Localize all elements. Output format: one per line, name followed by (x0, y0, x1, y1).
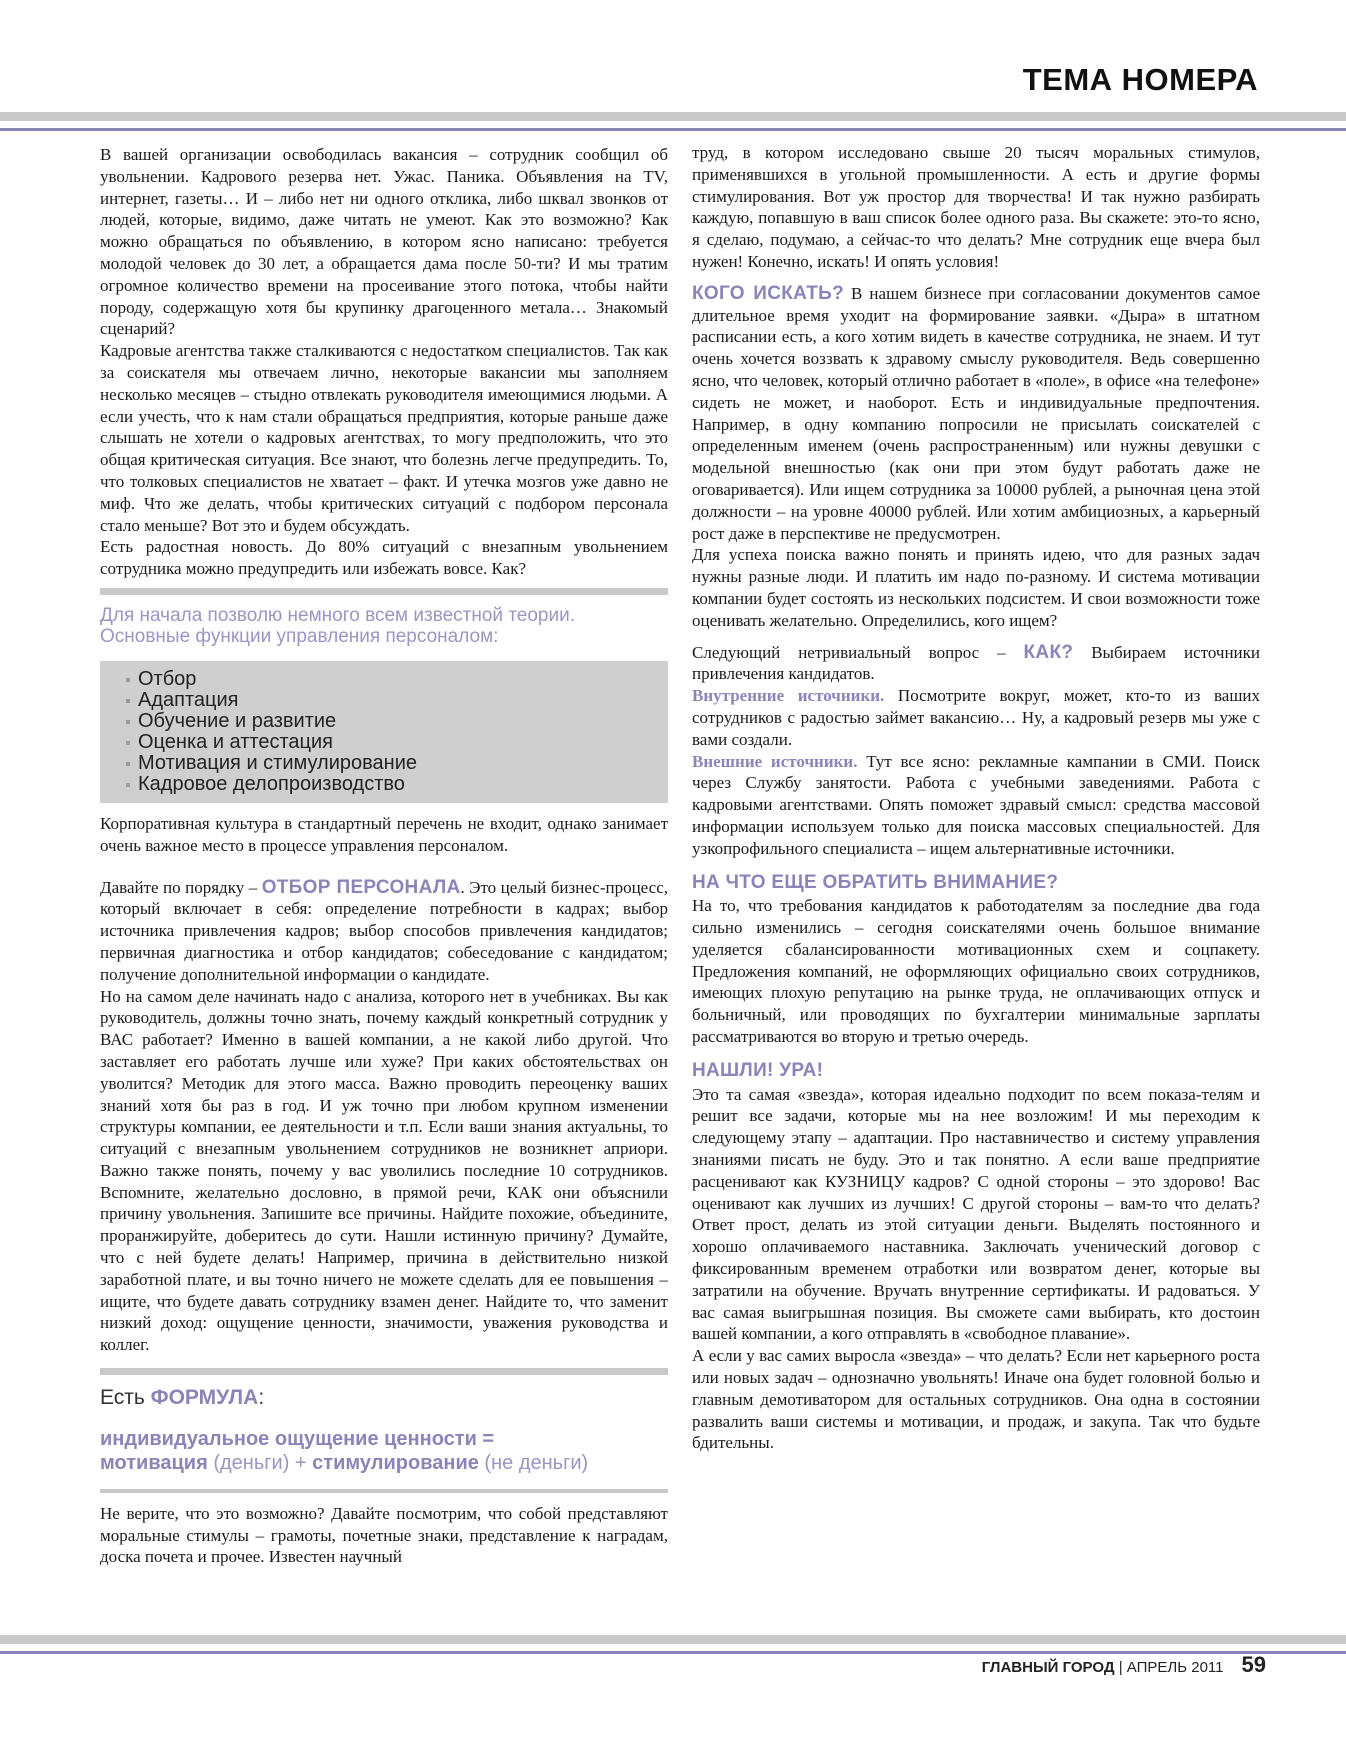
function-item: Обучение и развитие (126, 711, 668, 732)
selection-heading: ОТБОР ПЕРСОНАЛА (261, 876, 461, 898)
functions-list (126, 669, 668, 795)
issue-date: АПРЕЛЬ 2011 (1126, 1659, 1224, 1676)
found-heading: НАШЛИ! УРА! (692, 1059, 824, 1081)
left-column (100, 144, 668, 1568)
formula-line: индивидуальное ощущение ценности = (100, 1427, 495, 1450)
magazine-name: ГЛАВНЫЙ ГОРОД (981, 1659, 1115, 1676)
page-number: 59 (1241, 1652, 1266, 1677)
functions-box (100, 661, 668, 803)
paragraph: Есть радостная новость. До 80% ситуаций с внезапным увольнением сотрудника можно предупредить или избежать вовсе. Как? (100, 537, 668, 579)
paragraph: Следующий нетривиальный вопрос – КАК? Выбираем источники привлечения кандидатов. (692, 641, 1260, 684)
page-footer: ГЛАВНЫЙ ГОРОД | АПРЕЛЬ 2011 59 (981, 1652, 1266, 1677)
function-item: Кадровое делопроизводство (126, 774, 668, 795)
formula-block (100, 1368, 668, 1493)
paragraph: Для успеха поиска важно понять и принять идею, что для разных задач нужны разные люди. И платить им надо по-разному. И система мотивации компании будет состоять из нескольких подсистем. И свои возможности тоже оценивать желательно. Определились, кого ищем? (692, 545, 1260, 630)
top-rule-purple (0, 128, 1346, 131)
paragraph: Но на самом деле начинать надо с анализа, которого нет в учебниках. Вы как руководитель, должны точно знать, почему каждый конкретный сотрудник у ВАС работает? Именно в вашей компании, а не какой либо другой. Что заставляет его работать лучше или хуже? При каких обстоятельствах он уволится? Методик для этого масса. Важно проводить переоценку ваших знаний хотя бы раз в год. И уж точно при любом крупном изменении структуры компании, ее деятельности и т.п. Если ваши знания актуальны, то ситуаций с внезапным увольнением сотрудников не возникнет априори. Важно также понять, почему у вас уволились последние 10 сотрудников. Вспомните, желательно дословно, в прямой речи, КАК они объяснили причину увольнения. Запишите все причины. Найдите похожие, объедините, проранжируйте, доберитесь до сути. Нашли истинную причину? Думайте, что с ней будете делать! Например, причина в действительно низкой заработной плате, и вы точно ничего не можете сделать для ее повышения – ищите, что будете давать сотруднику взамен денег. Найдите то, что заменит низкий доход: ощущение ценности, значимости, уважения руководства и коллег. (100, 986, 668, 1355)
top-rule-gray (0, 112, 1346, 121)
bottom-rule-gray (0, 1635, 1346, 1644)
internal-sources-label: Внутренние источники. (692, 686, 885, 706)
paragraph: А если у вас самих выросла «звезда» – что делать? Если нет карьерного роста или новых задач – однозначно увольнять! Иначе она будет головной болью и главным демотиватором для остальных сотрудников. Она одна в состоянии развалить ваши системы и мотивации, и продаж, и закупа. Так что будьте бдительны. (692, 1346, 1260, 1453)
external-sources-label: Внешние источники. (692, 751, 858, 771)
function-item: Мотивация и стимулирование (126, 753, 668, 774)
function-item: Отбор (126, 669, 668, 690)
paragraph: Давайте по порядку – ОТБОР ПЕРСОНАЛА. Это целый бизнес-процесс, который включает в себя: определение потребности в кадрах; выбор источника привлечения кадров; выбор способов привлечения кандидатов; первичная диагностика и отбор кандидатов; собеседование с кандидатом; получение дополнительной информации о кандидате. (100, 876, 668, 984)
right-column (692, 142, 1260, 1454)
paragraph: Корпоративная культура в стандартный перечень не входит, однако занимает очень важное место в процессе управления персоналом. (100, 813, 668, 855)
who-heading: КОГО ИСКАТЬ? (692, 282, 844, 304)
paragraph: Внутренние источники. Посмотрите вокруг, может, кто-то из ваших сотрудников с радостью займет вакансию… Ну, а кадровый резерв мы уже с вами создали. (692, 686, 1261, 749)
paragraph: Не верите, что это возможно? Давайте посмотрим, что собой представляют моральные стимулы – грамоты, почетные знаки, представление к наградам, доска почета и прочее. Известен научный (100, 1503, 668, 1567)
formula-line: мотивация (деньги) + стимулирование (не деньги) (100, 1451, 589, 1474)
section-title: ТЕМА НОМЕРА (1022, 62, 1258, 97)
paragraph: труд, в котором исследовано свыше 20 тысяч моральных стимулов, применявшихся в угольной промышленности. А есть и другие формы стимулирования. Вот уж простор для творчества! И так нужно разбирать каждую, попавшую в ваш список более одного раза. Вы скажете: это-то ясно, я сделаю, подумаю, а сейчас-то что делать? Мне сотрудник еще вчера был нужен! Конечно, искать! И опять условия! (692, 143, 1260, 271)
paragraph: Это та самая «звезда», которая идеально подходит по всем показа-телям и решит все задачи, которые мы на нее возложим! И мы переходим к следующему этапу – адаптации. Про наставничество и систему управления знаниями писать не буду. Это и так понятно. А если ваше предприятие расценивают как КУЗНИЦУ кадров? С одной стороны – это здорово! Вас оценивают как лучших из лучших! С другой стороны – вам-то что делать? Ответ прост, делать из этой ситуации деньги. Выделять постоянного и хорошо оплачиваемого наставника. Заключать ученический договор с фиксированным временем отработки или возвратом денег, которые вы затратили на обучение. Вручать внутренние сертификаты. И радоваться. У вас самая выигрышная позиция. Вы сможете сами выбирать, кто достоин вашей компании, а кого отправлять в «свободное плавание». (692, 1084, 1260, 1344)
paragraph: В вашей организации освободилась вакансия – сотрудник сообщил об увольнении. Кадрового резерва нет. Ужас. Паника. Объявления на TV, интернет, газеты… И – либо нет ни одного отклика, либо шквал звонков от людей, которые, видимо, даже читать не умеют. Как это возможно? Как можно обращаться по объявлению, в котором ясно написано: требуется молодой человек до 30 лет, а обращается дама после 50-ти? И мы тратим огромное количество времени на просеивание этого потока, чтобы найти породу, содержащую хотя бы крупинку драгоценного метала… Знакомый сценарий? (100, 145, 668, 339)
formula-intro: Есть ФОРМУЛА: (100, 1386, 265, 1410)
function-item: Оценка и аттестация (126, 732, 668, 753)
callout-divider (100, 588, 668, 595)
theory-callout: Для начала позволю немного всем известной теории. Основные функции управления персоналом: (100, 604, 576, 647)
function-item: Адаптация (126, 690, 668, 711)
how-heading: КАК? (1023, 641, 1074, 663)
paragraph: Кадровые агентства также сталкиваются с недостатком специалистов. Так как за соискателя мы отвечаем лично, некоторые вакансии мы заполняем несколько месяцев – стыдно отвлекать руководителя имеющимися людьми. А если учесть, что к нам стали обращаться предприятия, которые раньше даже слышать не хотели о кадровых агентствах, то могу предположить, что это общая критическая ситуация. Все знают, что болезнь легче предупредить. То, что толковых специалистов не хватает – факт. И утечка мозгов уже давно не миф. Что же делать, чтобы критических ситуаций с подбором персонала стало меньше? Вот это и будем обсуждать. (100, 341, 668, 535)
attention-heading: НА ЧТО ЕЩЕ ОБРАТИТЬ ВНИМАНИЕ? (692, 871, 1059, 893)
paragraph: На то, что требования кандидатов к работодателям за последние два года сильно изменились – сегодня соискателями очень большое внимание уделяется сбалансированности мотивационных схем и соцпакету. Предложения компаний, не оформляющих официально своих сотрудников, имеющих плохую репутацию на рынке труда, не оплачивающих отпуск и больничный, или проводящих по бухгалтерии минимальные зарплаты рассматриваются во вторую и третью очередь. (692, 896, 1260, 1047)
paragraph: Внешние источники. Тут все ясно: рекламные кампании в СМИ. Поиск через Службу занятости. Работа с учебными заведениями. Работа с кадровыми агентствами. Опять поможет здравый смысл: средства массовой информации используем только для поиска массовых специальностей. Для узкопрофильного специалиста – ищем альтернативные источники. (692, 751, 1260, 858)
paragraph: КОГО ИСКАТЬ? В нашем бизнесе при согласовании документов самое длительное время уходит на формирование заявки. «Дыра» в штатном расписании есть, а кого хотим видеть в качестве сотрудника, не знаем. И тут очень хочется воззвать к здравому смыслу руководителя. Ведь совершенно ясно, что человек, который отлично работает в «поле», в офисе «на телефоне» сидеть не может, и наоборот. Есть и индивидуальные предпочтения. Например, в одну компанию попросили не присылать соискателей с определенным именем (очень распространенным) или нужны девушки с модельной внешностью (как они при этом будут работать даже не оговаривается). Или ищем сотрудника за 10000 рублей, а рыночная цена этой должности – на уровне 40000 рублей. Или хотим амбициозных, а карьерный рост даже в перспективе не предусмотрен. (692, 282, 1261, 543)
